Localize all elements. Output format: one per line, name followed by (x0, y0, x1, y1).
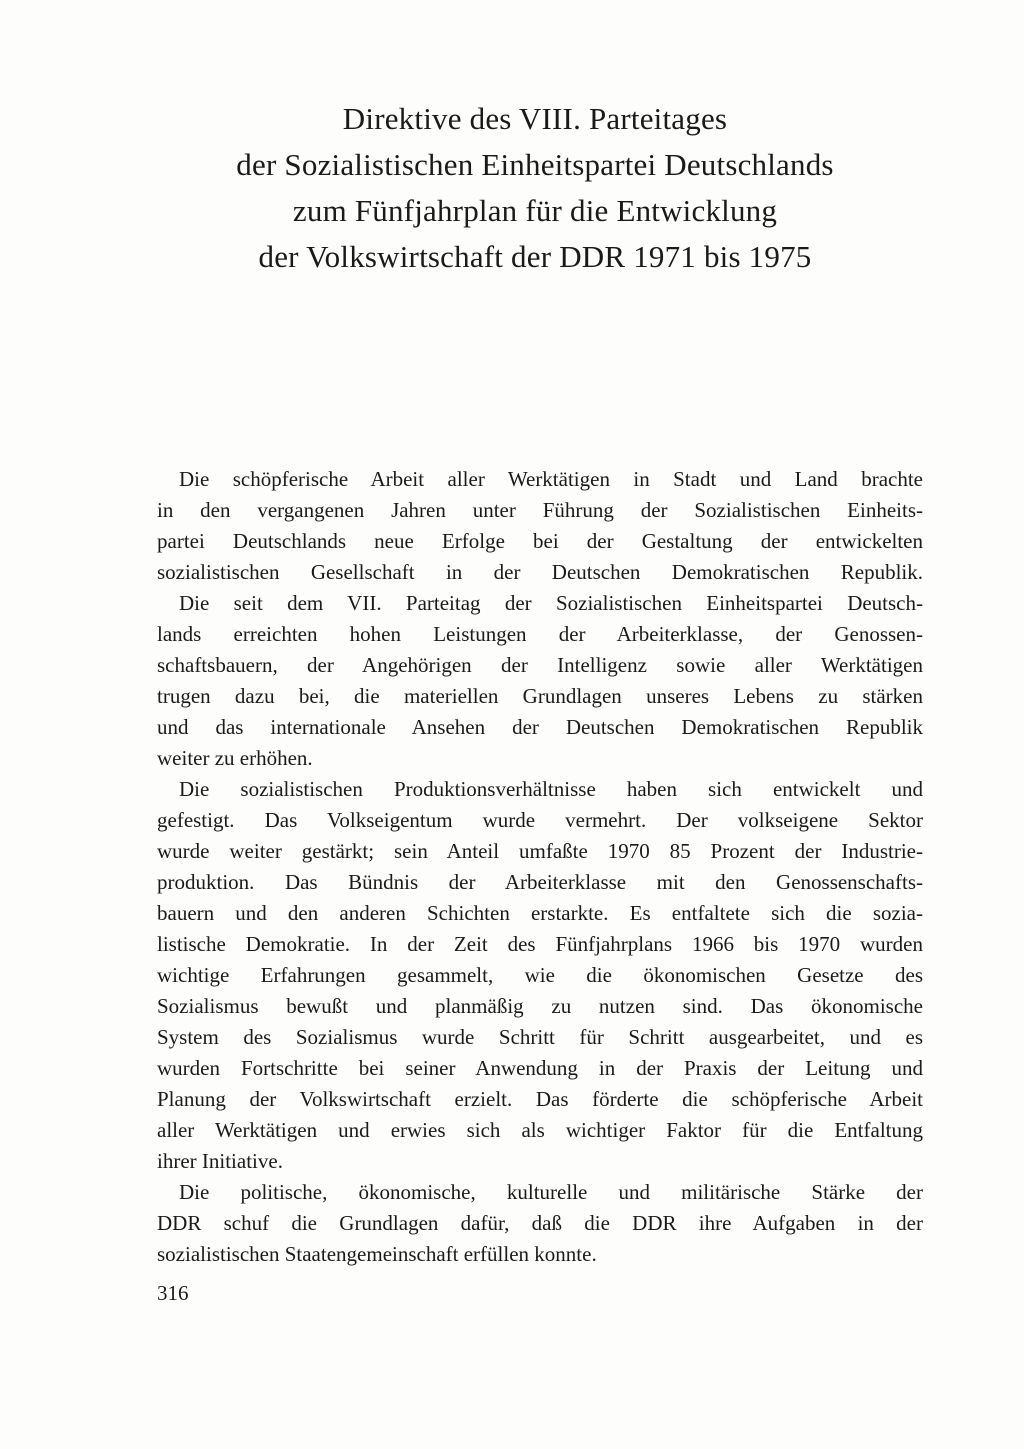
text-line: und das internationale Ansehen der Deutschen Demokratischen Republik (157, 715, 923, 739)
title-line: zum Fünfjahrplan für die Entwicklung (292, 193, 778, 228)
text-line: Die schöpferische Arbeit aller Werktätigen in Stadt und Land brachte (179, 467, 923, 491)
text-line: Planung der Volkswirtschaft erzielt. Das förderte die schöpferische Arbeit (157, 1087, 923, 1111)
text-line: produktion. Das Bündnis der Arbeiterklasse mit den Genossenschafts- (157, 870, 923, 894)
text-line: wichtige Erfahrungen gesammelt, wie die ökonomischen Gesetze des (157, 963, 923, 987)
text-line: aller Werktätigen und erwies sich als wichtiger Faktor für die Entfaltung (157, 1118, 923, 1142)
paragraph-1 (157, 464, 923, 588)
page-title (200, 96, 870, 280)
text-line: DDR schuf die Grundlagen dafür, daß die DDR ihre Aufgaben in der (157, 1211, 923, 1235)
text-line: schaftsbauern, der Angehörigen der Intelligenz sowie aller Werktätigen (157, 653, 923, 677)
text-line: Die seit dem VII. Parteitag der Sozialistischen Einheitspartei Deutsch- (179, 591, 923, 615)
text-line: partei Deutschlands neue Erfolge bei der Gestaltung der entwickelten (157, 529, 923, 553)
text-line: listische Demokratie. In der Zeit des Fünfjahrplans 1966 bis 1970 wurden (157, 932, 923, 956)
text-line: sozialistischen Staatengemeinschaft erfüllen konnte. (157, 1242, 597, 1266)
title-line: der Sozialistischen Einheitspartei Deutschlands (236, 147, 834, 182)
text-line: gefestigt. Das Volkseigentum wurde vermehrt. Der volkseigene Sektor (157, 808, 923, 832)
text-line: wurden Fortschritte bei seiner Anwendung in der Praxis der Leitung und (157, 1056, 923, 1080)
text-line: lands erreichten hohen Leistungen der Arbeiterklasse, der Genossen- (157, 622, 923, 646)
text-line: sozialistischen Gesellschaft in der Deutschen Demokratischen Republik. (157, 560, 923, 584)
text-line: Sozialismus bewußt und planmäßig zu nutzen sind. Das ökonomische (157, 994, 923, 1018)
paragraph-4 (157, 1177, 923, 1270)
paragraph-2 (157, 588, 923, 774)
body-text (157, 464, 923, 1270)
text-line: wurde weiter gestärkt; sein Anteil umfaßte 1970 85 Prozent der Industrie- (157, 839, 923, 863)
text-line: ihrer Initiative. (157, 1149, 283, 1173)
text-line: trugen dazu bei, die materiellen Grundlagen unseres Lebens zu stärken (157, 684, 923, 708)
title-line: der Volkswirtschaft der DDR 1971 bis 1975 (258, 239, 812, 274)
text-line: Die politische, ökonomische, kulturelle und militärische Stärke der (179, 1180, 923, 1204)
text-line: weiter zu erhöhen. (157, 746, 313, 770)
text-line: in den vergangenen Jahren unter Führung der Sozialistischen Einheits- (157, 498, 923, 522)
title-line: Direktive des VIII. Parteitages (342, 101, 728, 136)
page-number: 316 (157, 1281, 189, 1305)
paragraph-3 (157, 774, 923, 1177)
text-line: bauern und den anderen Schichten erstarkte. Es entfaltete sich die sozia- (157, 901, 923, 925)
text-line: Die sozialistischen Produktionsverhältnisse haben sich entwickelt und (179, 777, 923, 801)
text-line: System des Sozialismus wurde Schritt für Schritt ausgearbeitet, und es (157, 1025, 923, 1049)
